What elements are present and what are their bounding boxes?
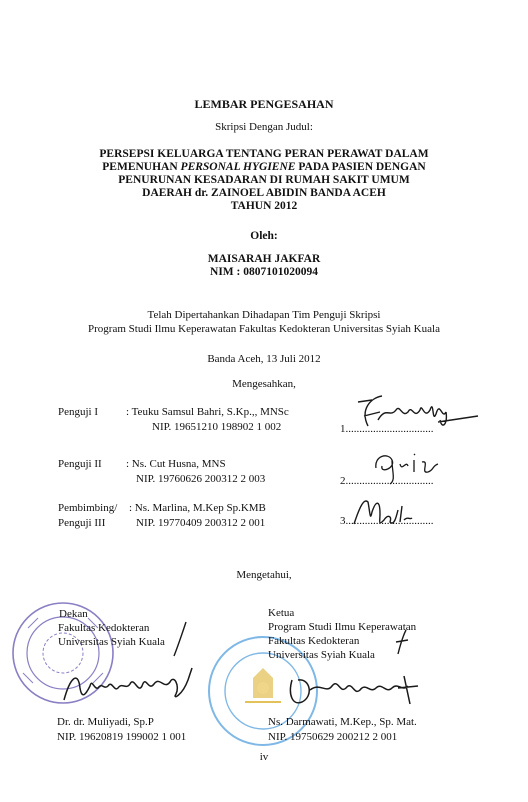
examiner-1-sig-number: 1. [340, 423, 349, 435]
thesis-title [0, 148, 528, 213]
dean-faculty: Fakultas Kedokteran [58, 622, 150, 634]
page-subtitle: Skripsi Dengan Judul: [215, 121, 313, 133]
dean-nip: NIP. 19620819 199002 1 001 [57, 731, 187, 743]
thesis-title-line-5: TAHUN 2012 [230, 200, 298, 212]
page-title: LEMBAR PENGESAHAN [194, 97, 334, 111]
dean-name: Dr. dr. Muliyadi, Sp.P [57, 716, 154, 728]
page-number: iv [259, 751, 269, 763]
examiner-2-role: Penguji II [58, 458, 102, 470]
author-nim: NIM : 0807101020094 [210, 266, 318, 278]
examiner-1-role: Penguji I [58, 406, 99, 418]
thesis-title-line-1: PERSEPSI KELUARGA TENTANG PERAN PERAWAT DALAM [99, 148, 429, 160]
head-faculty: Fakultas Kedokteran [268, 635, 360, 647]
examiner-3-name: : Ns. Marlina, M.Kep Sp.KMB [129, 502, 266, 514]
mengesahkan-label: Mengesahkan, [232, 378, 296, 390]
mengetahui-label: Mengetahui, [236, 569, 292, 581]
head-university: Universitas Syiah Kuala [268, 649, 375, 661]
dean-title: Dekan [59, 608, 88, 620]
head-signature [286, 668, 436, 716]
examiner-2-nip: NIP. 19760626 200312 2 003 [136, 473, 266, 485]
thesis-title-line-2b: PADA PASIEN DENGAN [295, 161, 426, 173]
defense-date: Banda Aceh, 13 Juli 2012 [207, 353, 321, 365]
examiner-3-signature [350, 492, 430, 532]
author-block [0, 253, 528, 279]
thesis-title-italic: PERSONAL HYGIENE [180, 161, 296, 173]
examiner-2-signature [370, 446, 460, 486]
dean-initial-mark [170, 620, 190, 660]
author-name: MAISARAH JAKFAR [207, 253, 321, 265]
examiner-3-sig-number: 3. [340, 515, 349, 527]
examiner-3-sig-dots: ............................... [348, 515, 434, 527]
examiner-2-name: : Ns. Cut Husna, MNS [126, 458, 226, 470]
examiner-1-sig-dots: ............................... [348, 423, 434, 435]
defense-line-1: Telah Dipertahankan Dihadapan Tim Penguji Skripsi [147, 309, 381, 321]
head-program: Program Studi Ilmu Keperawatan [268, 621, 417, 633]
head-title: Ketua [268, 607, 295, 619]
head-nip: NIP. 19750629 200212 2 001 [268, 731, 398, 743]
dean-university: Universitas Syiah Kuala [58, 636, 165, 648]
thesis-title-line-4: DAERAH dr. ZAINOEL ABIDIN BANDA ACEH [142, 187, 386, 199]
thesis-title-line-3: PENURUNAN KESADARAN DI RUMAH SAKIT UMUM [118, 174, 410, 186]
examiner-1-nip: NIP. 19651210 198902 1 002 [152, 421, 282, 433]
thesis-title-line-2a: PEMENUHAN [102, 161, 181, 173]
head-initial-mark [392, 628, 412, 658]
examiner-1-name: : Teuku Samsul Bahri, S.Kp.,, MNSc [126, 406, 289, 418]
dean-signature [56, 660, 206, 716]
examiner-3-role-2: Penguji III [58, 517, 106, 529]
defense-line-2: Program Studi Ilmu Keperawatan Fakultas Kedokteran Universitas Syiah Kuala [88, 323, 440, 335]
examiner-2-sig-dots: ............................... [348, 475, 434, 487]
examiner-3-role: Pembimbing/ [58, 502, 118, 514]
examiner-2-sig-number: 2. [340, 475, 349, 487]
oleh-label: Oleh: [250, 230, 278, 242]
head-name: Ns. Darmawati, M.Kep., Sp. Mat. [268, 716, 417, 728]
examiner-3-nip: NIP. 19770409 200312 2 001 [136, 517, 266, 529]
thesis-title-line-2 [0, 161, 528, 174]
defense-statement [0, 308, 528, 336]
examiner-1-signature [350, 390, 480, 440]
